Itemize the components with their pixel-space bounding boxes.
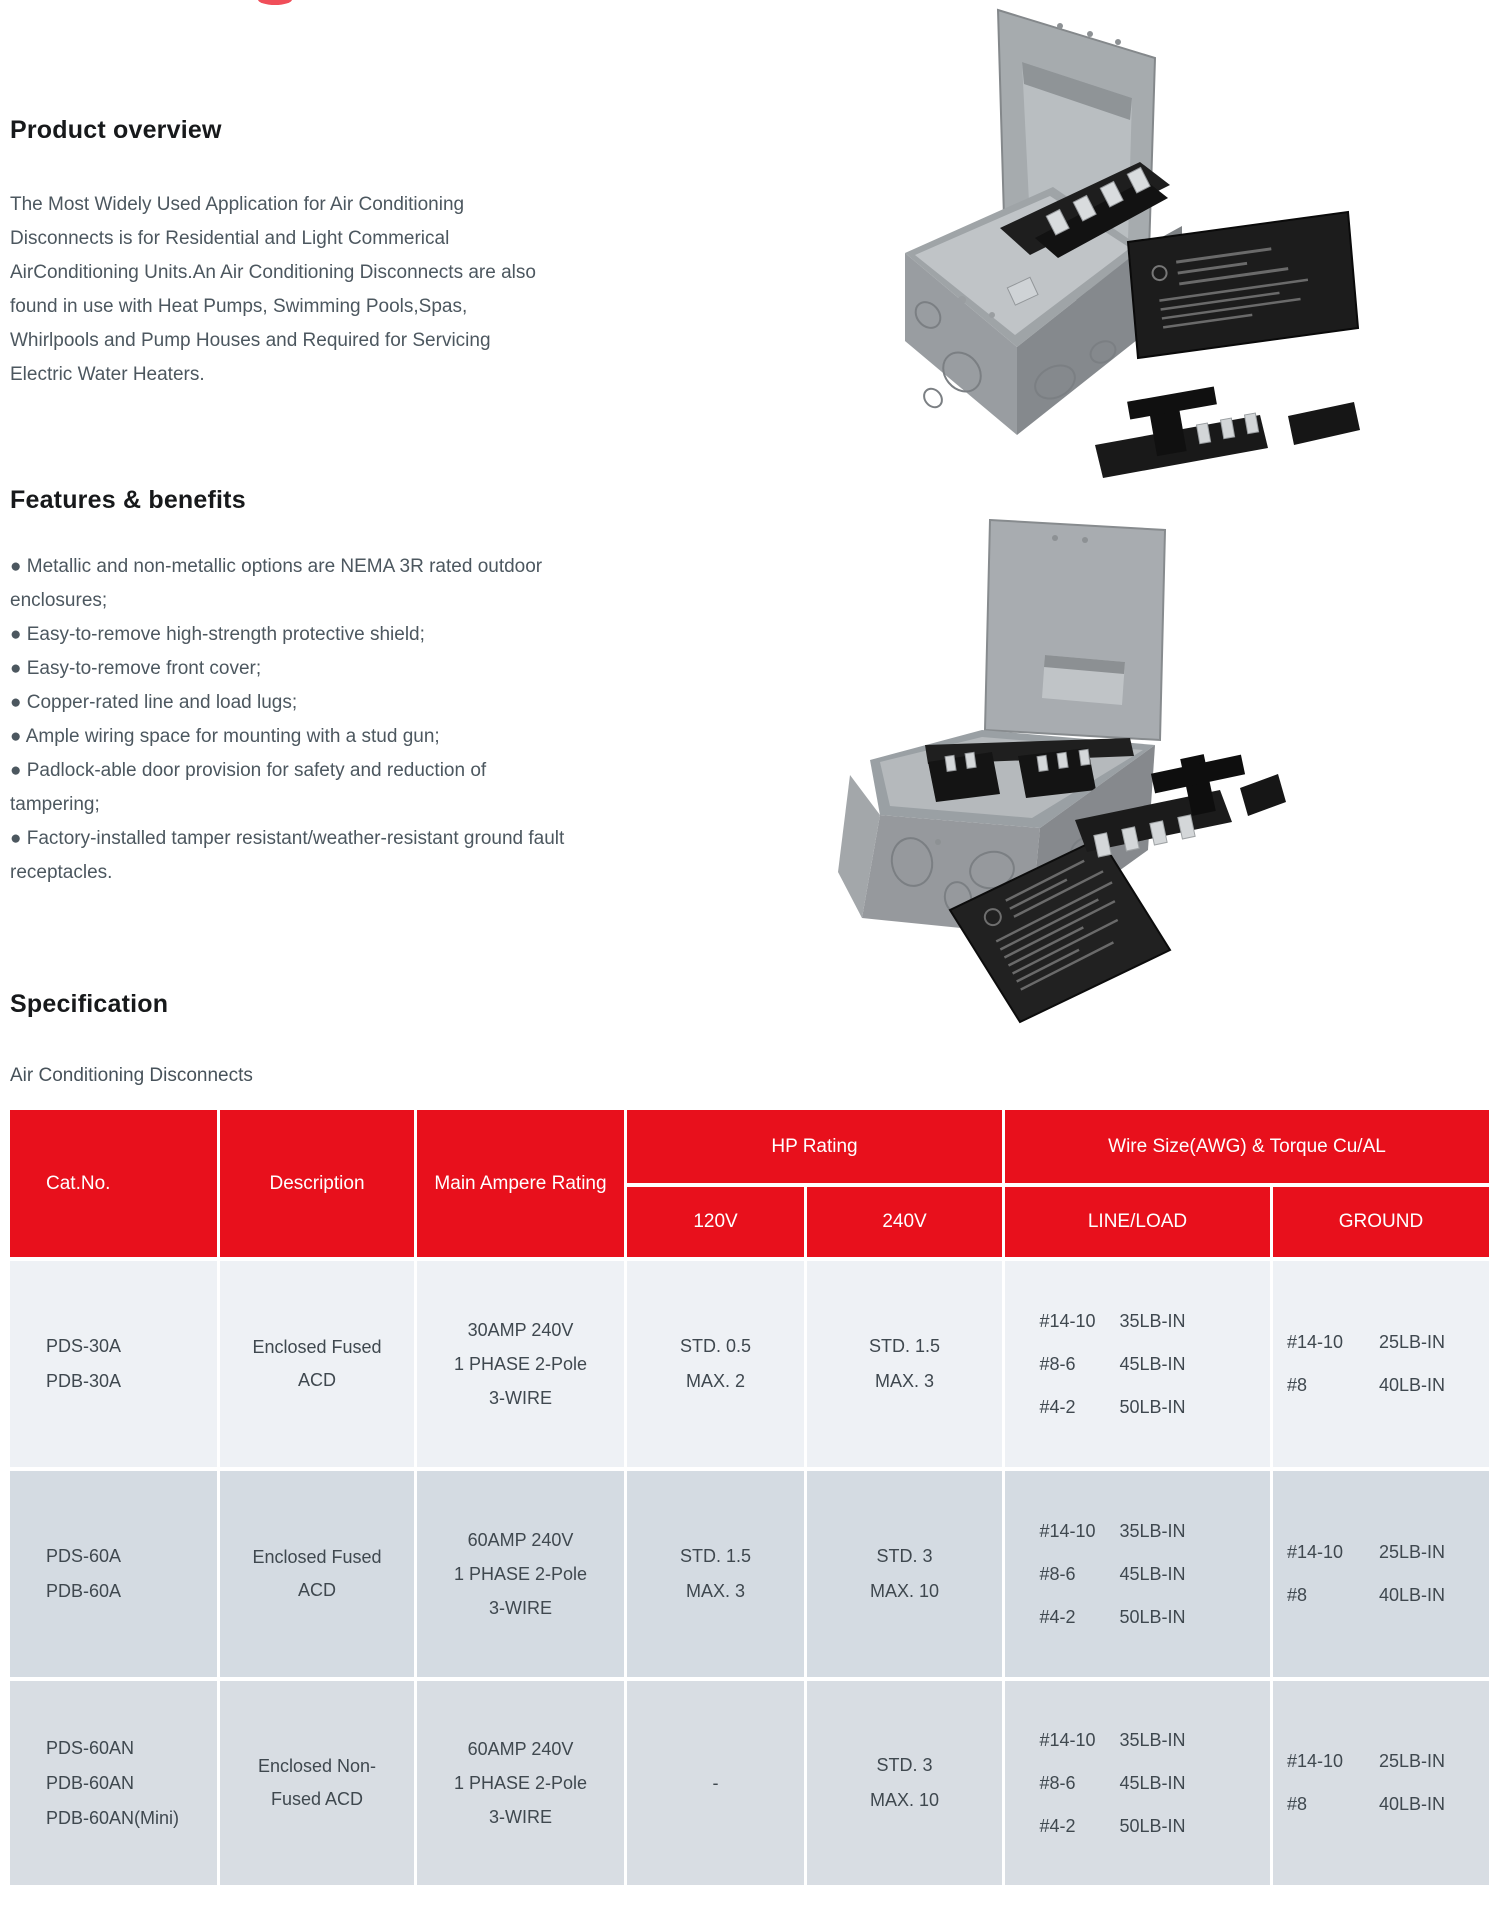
paragraph-line: Whirlpools and Pump Houses and Required for Servicing (10, 330, 491, 351)
col-header-240v: 240V (807, 1187, 1002, 1257)
cell-ampere-rating: 60AMP 240V 1 PHASE 2-Pole 3-WIRE (417, 1681, 624, 1885)
cell-description: Enclosed Fused ACD (220, 1471, 414, 1677)
cell-hp-240v: STD. 1.5 MAX. 3 (807, 1261, 1002, 1467)
feature-item: ● Padlock-able door provision for safety and reduction of tampering; (10, 760, 487, 815)
col-header-ampere-rating: Main Ampere Rating (417, 1110, 624, 1257)
col-header-line-load: LINE/LOAD (1005, 1187, 1270, 1257)
specification-heading: Specification (10, 990, 169, 1018)
cell-wire-ground: #14-10 25LB-IN #8 40LB-IN (1273, 1681, 1489, 1885)
cell-wire-line-load: #14-10 35LB-IN #8-6 45LB-IN #4-2 50LB-IN (1005, 1471, 1270, 1677)
product-photo-open-box-with-fuse-pullout (700, 430, 1300, 1030)
cell-wire-line-load: #14-10 35LB-IN #8-6 45LB-IN #4-2 50LB-IN (1005, 1681, 1270, 1885)
cell-cat-no: PDS-30A PDB-30A (10, 1261, 217, 1467)
overview-paragraph (10, 188, 614, 392)
overview-heading: Product overview (10, 116, 222, 144)
feature-item: ● Copper-rated line and load lugs; (10, 692, 298, 713)
cell-hp-120v: - (627, 1681, 804, 1885)
feature-item: ● Ample wiring space for mounting with a stud gun; (10, 726, 440, 747)
table-caption: Air Conditioning Disconnects (10, 1065, 253, 1086)
cell-hp-120v: STD. 0.5 MAX. 2 (627, 1261, 804, 1467)
top-red-mark (258, 0, 292, 5)
col-header-description: Description (220, 1110, 414, 1257)
paragraph-line: Disconnects is for Residential and Light Commerical (10, 228, 450, 249)
col-header-ground: GROUND (1273, 1187, 1489, 1257)
col-header-cat-no: Cat.No. (10, 1110, 217, 1257)
feature-item: ● Easy-to-remove high-strength protective shield; (10, 624, 425, 645)
cell-description: Enclosed Fused ACD (220, 1261, 414, 1467)
feature-item: ● Easy-to-remove front cover; (10, 658, 262, 679)
paragraph-line: The Most Widely Used Application for Air Conditioning (10, 194, 465, 215)
cell-ampere-rating: 30AMP 240V 1 PHASE 2-Pole 3-WIRE (417, 1261, 624, 1467)
cell-cat-no: PDS-60A PDB-60A (10, 1471, 217, 1677)
cell-hp-240v: STD. 3 MAX. 10 (807, 1471, 1002, 1677)
paragraph-line: found in use with Heat Pumps, Swimming Pools,Spas, (10, 296, 468, 317)
cell-cat-no: PDS-60AN PDB-60AN PDB-60AN(Mini) (10, 1681, 217, 1885)
features-list (10, 550, 576, 890)
cell-wire-ground: #14-10 25LB-IN #8 40LB-IN (1273, 1261, 1489, 1467)
features-heading: Features & benefits (10, 486, 246, 514)
col-header-wire-size: Wire Size(AWG) & Torque Cu/AL (1005, 1110, 1489, 1183)
paragraph-line: AirConditioning Units.An Air Conditioning Disconnects are also (10, 262, 536, 283)
cell-description: Enclosed Non- Fused ACD (220, 1681, 414, 1885)
cell-hp-240v: STD. 3 MAX. 10 (807, 1681, 1002, 1885)
cell-wire-line-load: #14-10 35LB-IN #8-6 45LB-IN #4-2 50LB-IN (1005, 1261, 1270, 1467)
feature-item: ● Factory-installed tamper resistant/weather-resistant ground fault receptacles. (10, 828, 565, 883)
col-header-hp-rating: HP Rating (627, 1110, 1002, 1183)
specification-table (10, 1110, 1489, 1885)
paragraph-line: Electric Water Heaters. (10, 364, 205, 385)
feature-item: ● Metallic and non-metallic options are NEMA 3R rated outdoor enclosures; (10, 556, 543, 611)
cell-ampere-rating: 60AMP 240V 1 PHASE 2-Pole 3-WIRE (417, 1471, 624, 1677)
cell-hp-120v: STD. 1.5 MAX. 3 (627, 1471, 804, 1677)
product-photo-open-box (700, 0, 1380, 500)
cell-wire-ground: #14-10 25LB-IN #8 40LB-IN (1273, 1471, 1489, 1677)
col-header-120v: 120V (627, 1187, 804, 1257)
